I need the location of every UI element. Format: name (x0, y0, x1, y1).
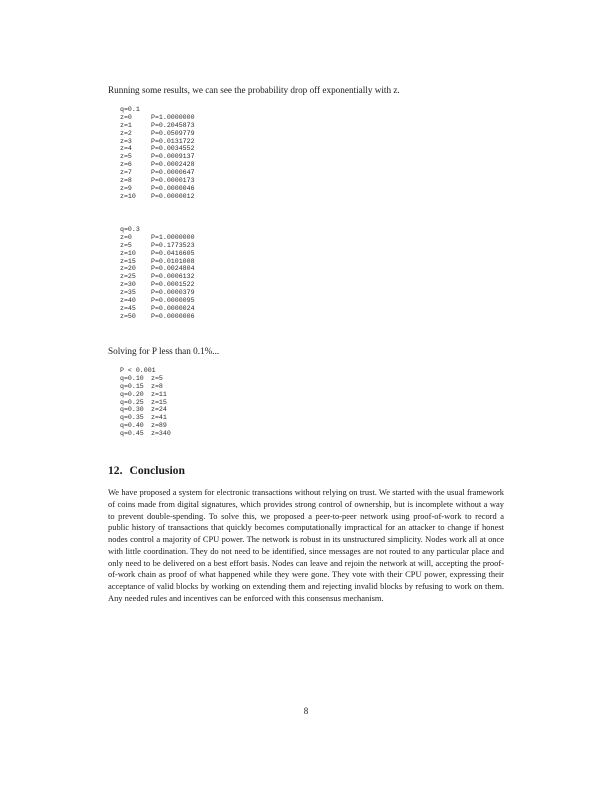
table-row (120, 177, 195, 185)
q-value: q=0.15 (120, 382, 144, 390)
z-value: z=89 (151, 422, 167, 430)
q-value: q=0.20 (120, 390, 144, 398)
table-row (120, 153, 195, 161)
q-value: q=0.40 (120, 422, 144, 430)
z-value: z=50 (120, 312, 136, 320)
solving-paragraph: Solving for P less than 0.1%... (108, 346, 220, 356)
table-row (120, 391, 171, 399)
p-value: P=0.0000173 (151, 177, 195, 185)
table-row (120, 122, 195, 130)
q-value: q=0.10 (120, 374, 144, 382)
table-row (120, 145, 195, 153)
p-value: P=0.0000006 (151, 312, 195, 320)
p-value: P=0.0002428 (151, 161, 195, 169)
p-value: P=0.0416605 (151, 249, 195, 257)
table-row (120, 185, 195, 193)
z-value: z=8 (151, 382, 163, 390)
z-value: z=0 (120, 233, 132, 241)
table-row (120, 281, 195, 289)
p-value: P=0.0000095 (151, 297, 195, 305)
section-title: Conclusion (129, 464, 185, 477)
table-row (120, 297, 195, 305)
table-row (120, 273, 195, 281)
table-row (120, 313, 195, 321)
z-value: z=7 (120, 169, 132, 177)
section-heading-conclusion (108, 463, 185, 479)
results-table-q01 (120, 106, 195, 201)
z-value: z=41 (151, 414, 167, 422)
p-value: P=0.0000046 (151, 184, 195, 192)
z-value: z=1 (120, 121, 132, 129)
z-value: z=11 (151, 390, 167, 398)
z-value: z=340 (151, 430, 171, 438)
results-table-q03 (120, 226, 195, 321)
z-value: z=5 (120, 241, 132, 249)
table-row (120, 422, 171, 430)
table-row (120, 234, 195, 242)
z-value: z=30 (120, 281, 136, 289)
z-value: z=3 (120, 137, 132, 145)
z-value: z=6 (120, 161, 132, 169)
table-row (120, 242, 195, 250)
z-value: z=10 (120, 192, 136, 200)
z-value: z=4 (120, 145, 132, 153)
table-row (120, 375, 171, 383)
table-row (120, 193, 195, 201)
table-header: q=0.1 (120, 106, 140, 113)
q-value: q=0.30 (120, 406, 144, 414)
p-value: P=0.2045873 (151, 121, 195, 129)
z-value: z=45 (120, 304, 136, 312)
z-value: z=0 (120, 113, 132, 121)
p-value: P=1.0000000 (151, 233, 195, 241)
table-row (120, 114, 195, 122)
p-value: P=0.1773523 (151, 241, 195, 249)
q-value: q=0.35 (120, 414, 144, 422)
table-row (120, 383, 171, 391)
q-value: q=0.45 (120, 430, 144, 438)
z-value: z=24 (151, 406, 167, 414)
section-number: 12. (108, 464, 123, 477)
z-value: z=35 (120, 289, 136, 297)
table-row (120, 430, 171, 438)
table-row (120, 265, 195, 273)
table-header: q=0.3 (120, 226, 140, 233)
z-value: z=40 (120, 297, 136, 305)
document-page (108, 0, 504, 792)
table-row (120, 289, 195, 297)
p-value: P=0.0131722 (151, 137, 195, 145)
intro-paragraph: Running some results, we can see the probability drop off exponentially with z. (108, 85, 400, 95)
z-value: z=25 (120, 273, 136, 281)
p-value: P=0.0006132 (151, 273, 195, 281)
page-number: 8 (303, 706, 309, 716)
table-row (120, 250, 195, 258)
table-row (120, 130, 195, 138)
z-value: z=2 (120, 129, 132, 137)
z-value: z=5 (151, 374, 163, 382)
conclusion-paragraph: We have proposed a system for electronic transactions without relying on trust. We started with the usual framework of coins made from digital signatures, which provides strong control of ownership, but is incomplete without a way to prevent double-spending. To solve this, we proposed a peer-to-peer network using proof-of-work to record a public history of transactions that quickly becomes computationally impractical for an attacker to change if honest nodes control a majority of CPU power. The network is robust in its unstructured simplicity. Nodes work all at once with little coordination. They do not need to be identified, since messages are not routed to any particular place and only need to be delivered on a best effort basis. Nodes can leave and rejoin the network at will, accepting the proof-of-work chain as proof of what happened while they were gone. They vote with their CPU power, expressing their acceptance of valid blocks by working on extending them and rejecting invalid blocks by refusing to work on them. Any needed rules and incentives can be enforced with this consensus mechanism. (108, 487, 504, 603)
table-row (120, 161, 195, 169)
p-value: P=0.0000024 (151, 304, 195, 312)
p-value: P=0.0034552 (151, 145, 195, 153)
p-value: P=0.0101008 (151, 257, 195, 265)
p-value: P=0.0024804 (151, 265, 195, 273)
threshold-table (120, 367, 171, 438)
p-value: P=0.0001522 (151, 281, 195, 289)
table-row (120, 169, 195, 177)
z-value: z=5 (120, 153, 132, 161)
p-value: P=0.0509779 (151, 129, 195, 137)
table-row (120, 414, 171, 422)
z-value: z=20 (120, 265, 136, 273)
z-value: z=9 (120, 184, 132, 192)
p-value: P=0.0009137 (151, 153, 195, 161)
table-row (120, 399, 171, 407)
p-value: P=0.0000012 (151, 192, 195, 200)
z-value: z=10 (120, 249, 136, 257)
table-row (120, 305, 195, 313)
p-value: P=1.0000000 (151, 113, 195, 121)
table-row (120, 258, 195, 266)
table-row (120, 406, 171, 414)
q-value: q=0.25 (120, 398, 144, 406)
z-value: z=8 (120, 177, 132, 185)
p-value: P=0.0000647 (151, 169, 195, 177)
p-value: P=0.0000379 (151, 289, 195, 297)
z-value: z=15 (151, 398, 167, 406)
table-header: P < 0.001 (120, 367, 156, 374)
table-row (120, 138, 195, 146)
z-value: z=15 (120, 257, 136, 265)
